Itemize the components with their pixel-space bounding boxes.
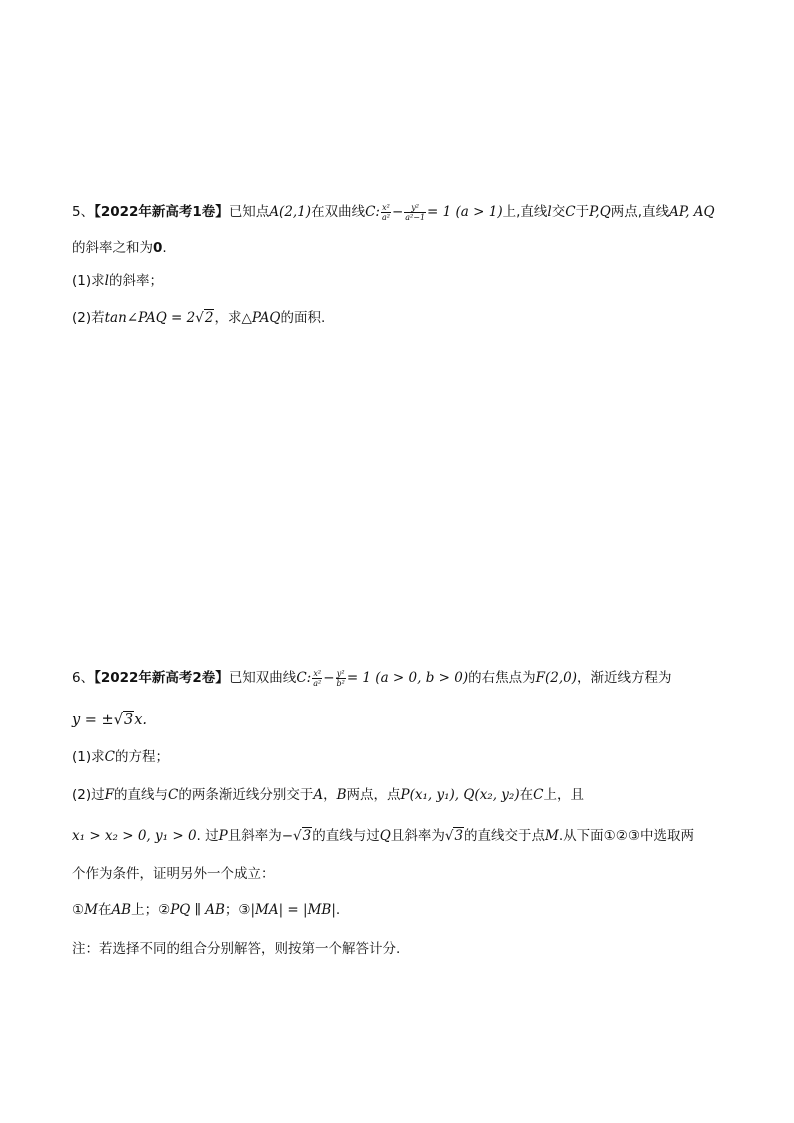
q6-note-text: 注：若选择不同的组合分别解答，则按第一个解答计分.	[72, 941, 401, 957]
q6-stem-line1	[72, 668, 671, 688]
q6-c: C	[533, 787, 544, 803]
q6-m: M	[84, 902, 98, 918]
q5-pq: P,Q	[589, 204, 611, 220]
q6-fraction-x	[312, 669, 322, 688]
q6-asymptote-line	[72, 710, 147, 730]
q6-part2-text: (2)过	[72, 787, 105, 803]
q5-stem-line2	[72, 238, 167, 258]
q6-c: C	[168, 787, 179, 803]
q5-c: C	[565, 204, 576, 220]
q5-part2	[72, 308, 325, 328]
q6-part2-text: ，	[323, 787, 337, 803]
frac-den: a²−1	[405, 212, 426, 222]
q6-part2-text: 在	[519, 787, 534, 803]
q6-text: 已知双曲线	[228, 670, 297, 686]
q6-note	[72, 939, 400, 959]
q5-part1	[72, 271, 163, 291]
q6-part2-text: . 过	[196, 828, 219, 844]
q5-triangle-paq: PAQ	[251, 310, 281, 326]
sqrt-symbol: √2	[195, 310, 214, 326]
q6-asym-post: x.	[134, 712, 147, 728]
q5-text: 的斜率之和为	[72, 240, 153, 256]
q5-line-l: l	[547, 204, 552, 220]
frac-num: x²	[382, 202, 390, 212]
minus-sign: −	[323, 670, 335, 686]
q6-curve-c: C:	[296, 670, 312, 686]
q6-m: M	[545, 828, 559, 844]
q5-number: 5、	[72, 204, 95, 220]
q5-point-a: A(2,1)	[269, 204, 312, 220]
q5-text: 两点,直线	[610, 204, 670, 220]
q6-source: 【2022年新高考2卷】	[94, 670, 229, 686]
q5-stem-line1	[72, 202, 715, 222]
sqrt-symbol: √3	[113, 712, 134, 728]
frac-den: a²	[313, 678, 322, 688]
q5-fraction-y	[404, 203, 426, 222]
q6-part2-line2	[72, 826, 694, 846]
q6-part2-text: .从下面①②③中选取两	[558, 828, 694, 844]
frac-den: b²	[336, 678, 345, 688]
q5-equation-rhs: = 1 (a > 1)	[427, 204, 503, 220]
q6-part2-line1	[72, 785, 584, 805]
q6-ab: AB	[111, 902, 132, 918]
q5-text: 上,直线	[502, 204, 548, 220]
sqrt-radicand: 3	[454, 828, 464, 844]
q6-option-text: ；③	[224, 902, 251, 918]
q6-text: 的右焦点为	[468, 670, 536, 686]
q6-equation-rhs: = 1 (a > 0, b > 0)	[346, 670, 469, 686]
q6-part2-line3	[72, 864, 275, 884]
q5-part1-l: l	[104, 273, 109, 289]
q6-part2-text: 个作为条件，证明另外一个成立：	[72, 866, 275, 882]
frac-num: y²	[336, 668, 345, 678]
minus-sign: −	[391, 204, 404, 220]
q5-text: 在双曲线	[311, 204, 366, 220]
frac-num: y²	[404, 203, 426, 213]
q6-fraction-y	[336, 669, 346, 688]
q5-part2-text: ，求△	[214, 310, 252, 326]
q6-option-parallel: PQ ∥ AB	[170, 902, 225, 918]
q6-part2-text: 的直线与	[114, 787, 168, 803]
q6-options	[72, 900, 340, 920]
q5-text: 已知点	[228, 204, 270, 220]
q6-condition: x₁ > x₂ > 0, y₁ > 0	[72, 828, 197, 844]
q5-fraction-x	[381, 203, 391, 222]
q5-source: 【2022年新高考1卷】	[94, 204, 229, 220]
q6-part1-text: (1)求	[72, 749, 105, 765]
q6-points-pq: P(x₁, y₁), Q(x₂, y₂)	[400, 787, 520, 803]
q5-text: 于	[575, 204, 590, 220]
q6-part2-text: 的两条渐近线分别交于	[178, 787, 314, 803]
q6-part1-text: 的方程；	[114, 749, 169, 765]
q6-focus-f: F(2,0)	[535, 670, 577, 686]
q6-q: Q	[379, 828, 391, 844]
q5-tan-expr: tan∠PAQ = 2	[104, 310, 196, 326]
sqrt-symbol: √3	[293, 828, 312, 844]
q6-option-text: 在	[97, 902, 112, 918]
q6-part1-c: C	[104, 749, 115, 765]
q6-asym-pre: y = ±	[72, 712, 114, 728]
q6-number: 6、	[72, 670, 95, 686]
q6-part2-text: 且斜率为	[227, 828, 282, 844]
q5-part2-text: 的面积.	[280, 310, 326, 326]
sqrt-radicand: 3	[302, 828, 312, 844]
frac-num: x²	[313, 668, 322, 678]
q6-part1	[72, 747, 169, 767]
q6-part2-text: 上，且	[543, 787, 584, 803]
q6-a: A	[313, 787, 324, 803]
q5-text: 交	[551, 204, 566, 220]
q6-part2-text: 的直线与过	[312, 828, 380, 844]
q6-part2-text: 的直线交于点	[464, 828, 546, 844]
minus-sign: −	[281, 828, 294, 844]
q6-b: B	[336, 787, 347, 803]
q6-option-text: .	[335, 902, 341, 918]
q6-option-equal: |MA| = |MB|	[250, 902, 336, 918]
q6-f: F	[104, 787, 114, 803]
q6-p: P	[218, 828, 228, 844]
q6-part2-text: 且斜率为	[390, 828, 445, 844]
q6-part2-text: 两点，点	[346, 787, 401, 803]
frac-den: a²	[381, 212, 390, 222]
sqrt-symbol: √3	[444, 828, 464, 844]
q5-part2-text: (2)若	[72, 310, 105, 326]
q5-zero: 0	[153, 240, 163, 256]
sqrt-radicand: 2	[204, 310, 214, 326]
q5-part1-text: 的斜率；	[108, 273, 163, 289]
sqrt-radicand: 3	[123, 712, 134, 728]
q6-option-text: 上；②	[131, 902, 171, 918]
q5-ap-aq: AP, AQ	[669, 204, 715, 220]
q5-curve-c: C:	[365, 204, 380, 220]
q5-part1-text: (1)求	[72, 273, 105, 289]
q6-text: ，渐近线方程为	[576, 670, 672, 686]
q6-option-text: ①	[72, 902, 85, 918]
q5-text: .	[162, 240, 167, 256]
